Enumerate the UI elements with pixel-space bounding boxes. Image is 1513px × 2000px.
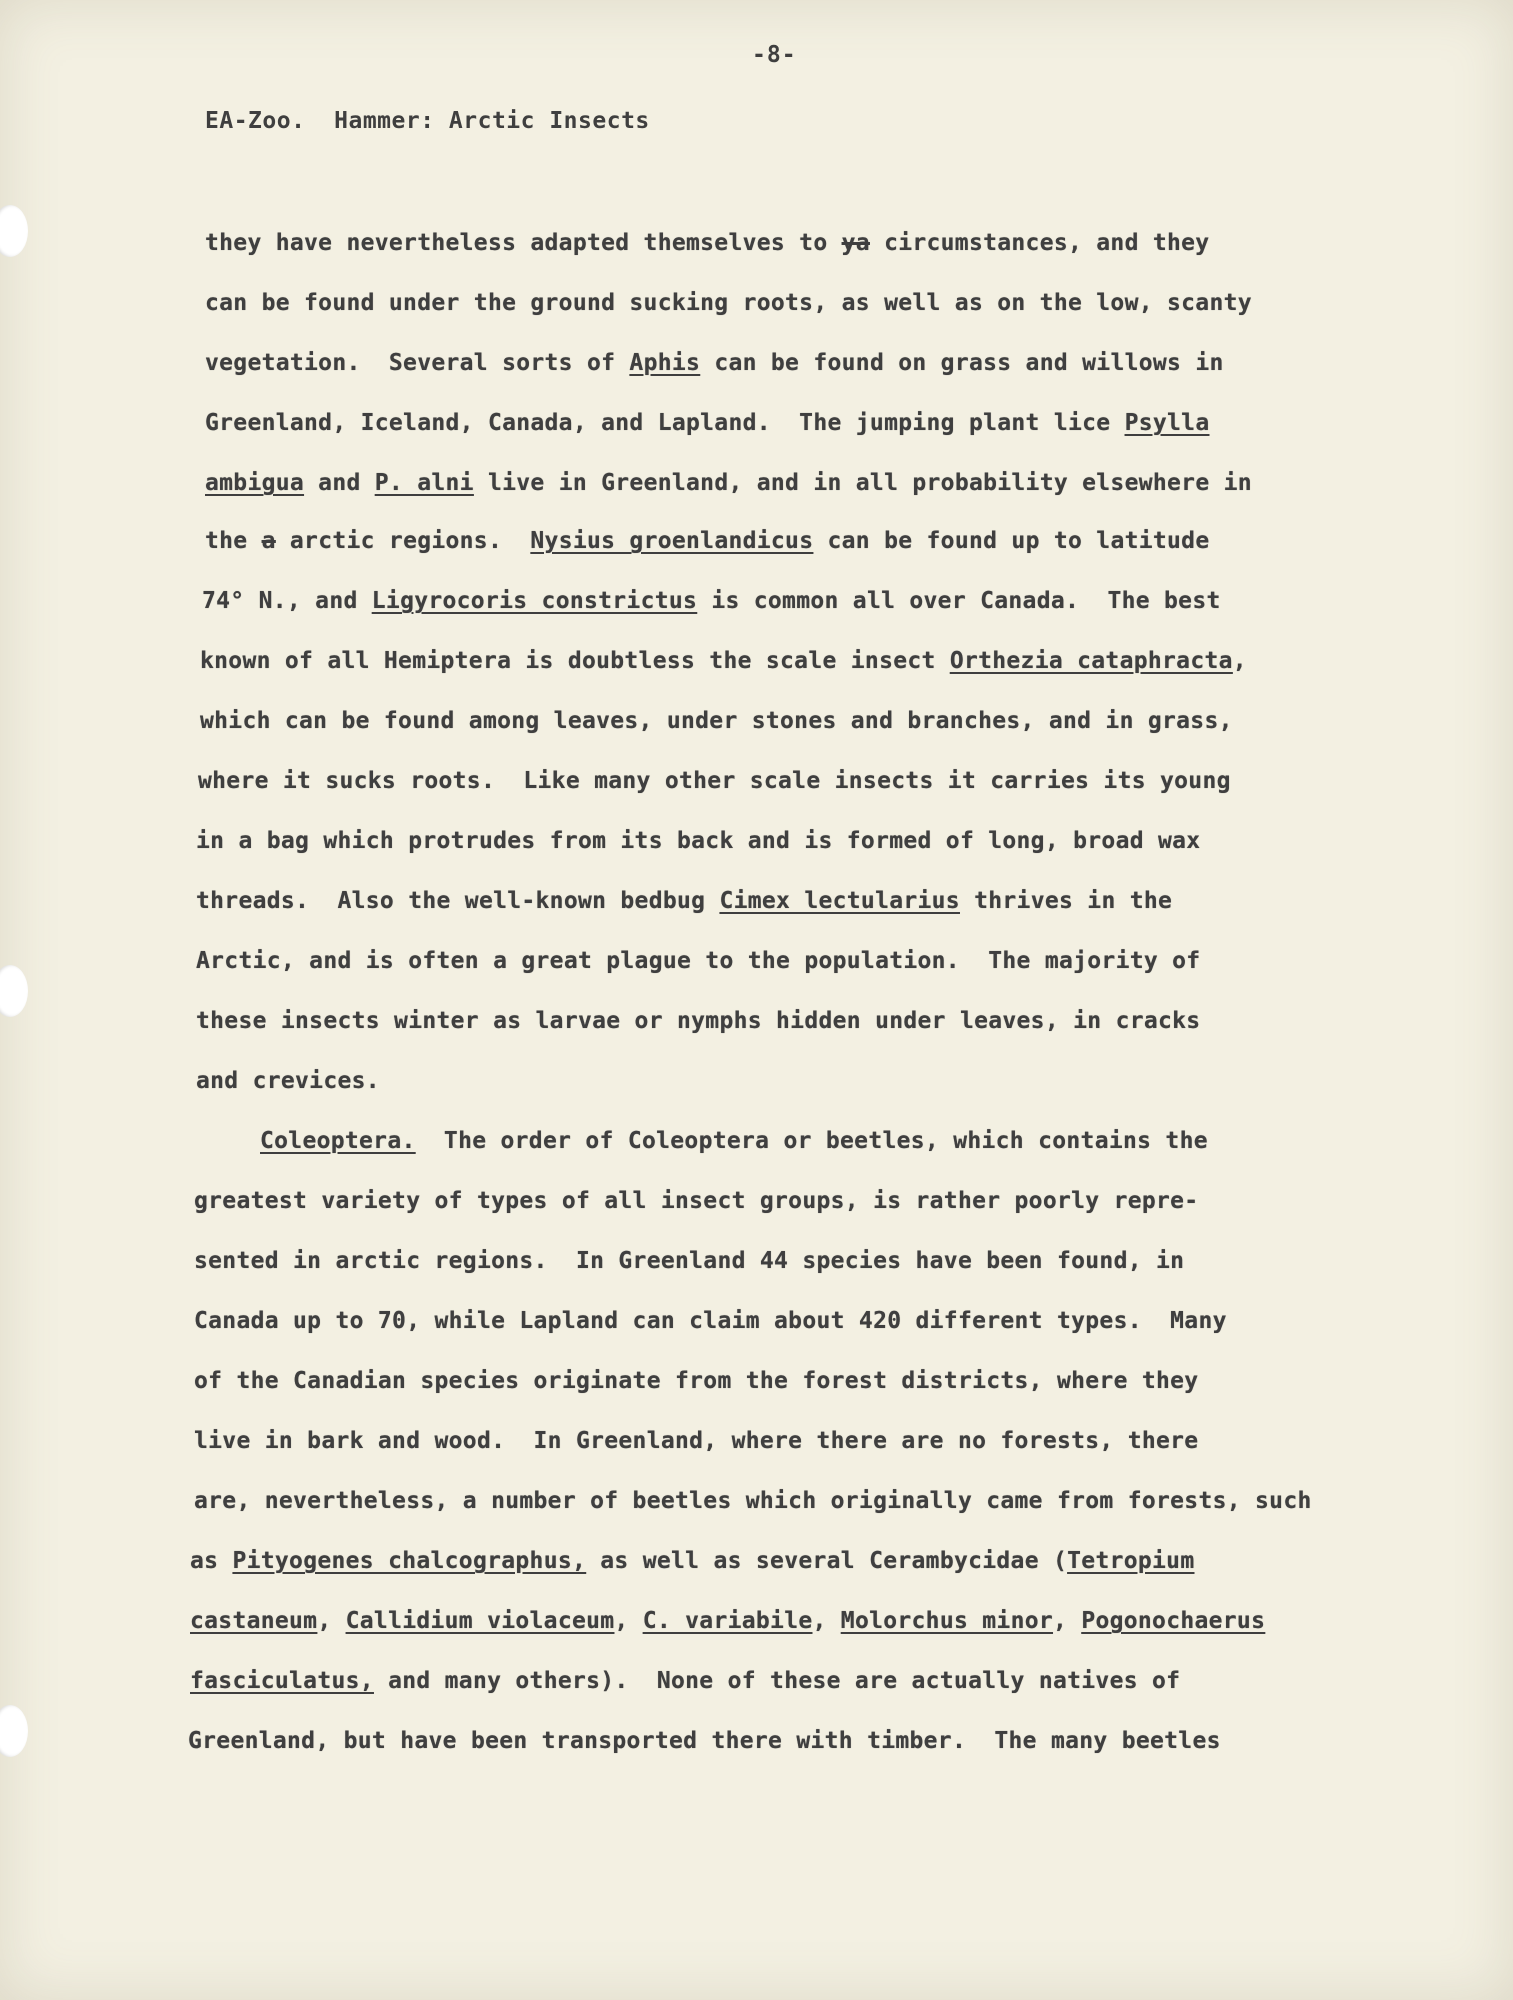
text-segment: vegetation. Several sorts of bbox=[205, 350, 630, 376]
text-line bbox=[200, 708, 1233, 734]
text-segment: 74° N., and bbox=[202, 588, 372, 614]
text-segment: can be found on grass and willows in bbox=[700, 350, 1224, 376]
text-line bbox=[205, 410, 1209, 436]
text-line bbox=[260, 1128, 1208, 1154]
text-segment: , bbox=[812, 1608, 841, 1634]
running-head: EA-Zoo. Hammer: Arctic Insects bbox=[205, 108, 650, 134]
text-segment: these insects winter as larvae or nymphs hidden under leaves, in cracks bbox=[196, 1008, 1201, 1034]
text-segment: known of all Hemiptera is doubtless the scale insect bbox=[200, 648, 950, 674]
underlined-term: P. alni bbox=[374, 470, 474, 496]
text-segment: threads. Also the well-known bedbug bbox=[196, 888, 720, 914]
text-line bbox=[196, 888, 1172, 914]
text-segment: circumstances, and they bbox=[869, 230, 1210, 256]
text-segment: greatest variety of types of all insect groups, is rather poorly repre- bbox=[194, 1188, 1199, 1214]
text-segment: , bbox=[1053, 1608, 1082, 1634]
text-line bbox=[190, 1548, 1194, 1574]
punch-hole bbox=[0, 1705, 28, 1757]
text-line bbox=[205, 470, 1252, 496]
text-line bbox=[200, 648, 1247, 674]
text-line bbox=[188, 1728, 1221, 1754]
text-line bbox=[190, 1668, 1180, 1694]
underlined-term: Callidium violaceum bbox=[345, 1608, 615, 1634]
underlined-term: Orthezia cataphracta bbox=[949, 648, 1233, 674]
text-segment: of the Canadian species originate from the forest districts, where they bbox=[194, 1368, 1199, 1394]
text-segment: Canada up to 70, while Lapland can claim about 420 different types. Many bbox=[194, 1308, 1227, 1334]
text-line bbox=[198, 768, 1231, 794]
text-segment: sented in arctic regions. In Greenland 44 species have been found, in bbox=[194, 1248, 1185, 1274]
text-segment: , bbox=[317, 1608, 346, 1634]
text-segment: , bbox=[614, 1608, 643, 1634]
struck-characters: a bbox=[261, 528, 276, 554]
text-segment: live in bark and wood. In Greenland, where there are no forests, there bbox=[194, 1428, 1199, 1454]
text-line bbox=[196, 1068, 380, 1094]
underlined-term: C. variabile bbox=[642, 1608, 813, 1634]
underlined-term: Molorchus minor bbox=[840, 1608, 1054, 1634]
underlined-term: fasciculatus, bbox=[190, 1668, 374, 1694]
text-line bbox=[190, 1608, 1265, 1634]
underlined-term: ambigua bbox=[205, 470, 305, 496]
text-segment: in a bag which protrudes from its back and is formed of long, broad wax bbox=[196, 828, 1201, 854]
text-segment: and many others). None of these are actually natives of bbox=[373, 1668, 1181, 1694]
text-segment: as bbox=[190, 1548, 233, 1574]
underlined-term: Cimex lectularius bbox=[719, 888, 960, 914]
text-segment: can be found up to latitude bbox=[813, 528, 1210, 554]
text-segment: Greenland, but have been transported there with timber. The many beetles bbox=[188, 1728, 1221, 1754]
text-line bbox=[194, 1428, 1198, 1454]
text-line bbox=[196, 828, 1200, 854]
underlined-term: Pityogenes chalcographus, bbox=[232, 1548, 587, 1574]
text-segment: thrives in the bbox=[959, 888, 1173, 914]
text-segment: The order of Coleoptera or beetles, which contains the bbox=[415, 1128, 1208, 1154]
underlined-term: castaneum bbox=[190, 1608, 318, 1634]
text-segment: the bbox=[205, 528, 262, 554]
text-segment: where it sucks roots. Like many other scale insects it carries its young bbox=[198, 768, 1231, 794]
underlined-term: Ligyrocoris constrictus bbox=[371, 588, 698, 614]
text-segment: live in Greenland, and in all probability elsewhere in bbox=[473, 470, 1252, 496]
text-segment: they have nevertheless adapted themselves to bbox=[205, 230, 842, 256]
text-line bbox=[194, 1488, 1312, 1514]
underlined-term: Psylla bbox=[1124, 410, 1210, 436]
punch-hole bbox=[0, 965, 28, 1017]
text-line bbox=[205, 350, 1224, 376]
text-segment: Arctic, and is often a great plague to the population. The majority of bbox=[196, 948, 1201, 974]
text-segment: , bbox=[1232, 648, 1247, 674]
underlined-term: Tetropium bbox=[1067, 1548, 1195, 1574]
text-segment: arctic regions. bbox=[275, 528, 531, 554]
text-line bbox=[196, 948, 1200, 974]
page-number: -8- bbox=[752, 42, 797, 68]
text-line bbox=[202, 588, 1221, 614]
text-line bbox=[194, 1368, 1198, 1394]
text-line bbox=[205, 528, 1209, 554]
text-segment: is common all over Canada. The best bbox=[697, 588, 1221, 614]
text-line bbox=[205, 230, 1209, 256]
text-line bbox=[194, 1308, 1227, 1334]
underlined-term: Pogonochaerus bbox=[1081, 1608, 1266, 1634]
text-segment: and bbox=[304, 470, 375, 496]
text-line bbox=[205, 290, 1252, 316]
underlined-term: Coleoptera. bbox=[260, 1128, 416, 1154]
underlined-term: Nysius groenlandicus bbox=[530, 528, 814, 554]
text-segment: can be found under the ground sucking roots, as well as on the low, scanty bbox=[205, 290, 1252, 316]
punch-hole bbox=[0, 205, 28, 257]
text-line bbox=[196, 1008, 1200, 1034]
text-segment: Greenland, Iceland, Canada, and Lapland. The jumping plant lice bbox=[205, 410, 1125, 436]
struck-characters: ya bbox=[841, 230, 870, 256]
text-segment: and crevices. bbox=[196, 1068, 380, 1094]
text-segment: which can be found among leaves, under stones and branches, and in grass, bbox=[200, 708, 1233, 734]
text-line bbox=[194, 1188, 1198, 1214]
text-segment: as well as several Cerambycidae ( bbox=[586, 1548, 1068, 1574]
underlined-term: Aphis bbox=[629, 350, 701, 376]
text-line bbox=[194, 1248, 1184, 1274]
text-segment: are, nevertheless, a number of beetles which originally came from forests, such bbox=[194, 1488, 1312, 1514]
